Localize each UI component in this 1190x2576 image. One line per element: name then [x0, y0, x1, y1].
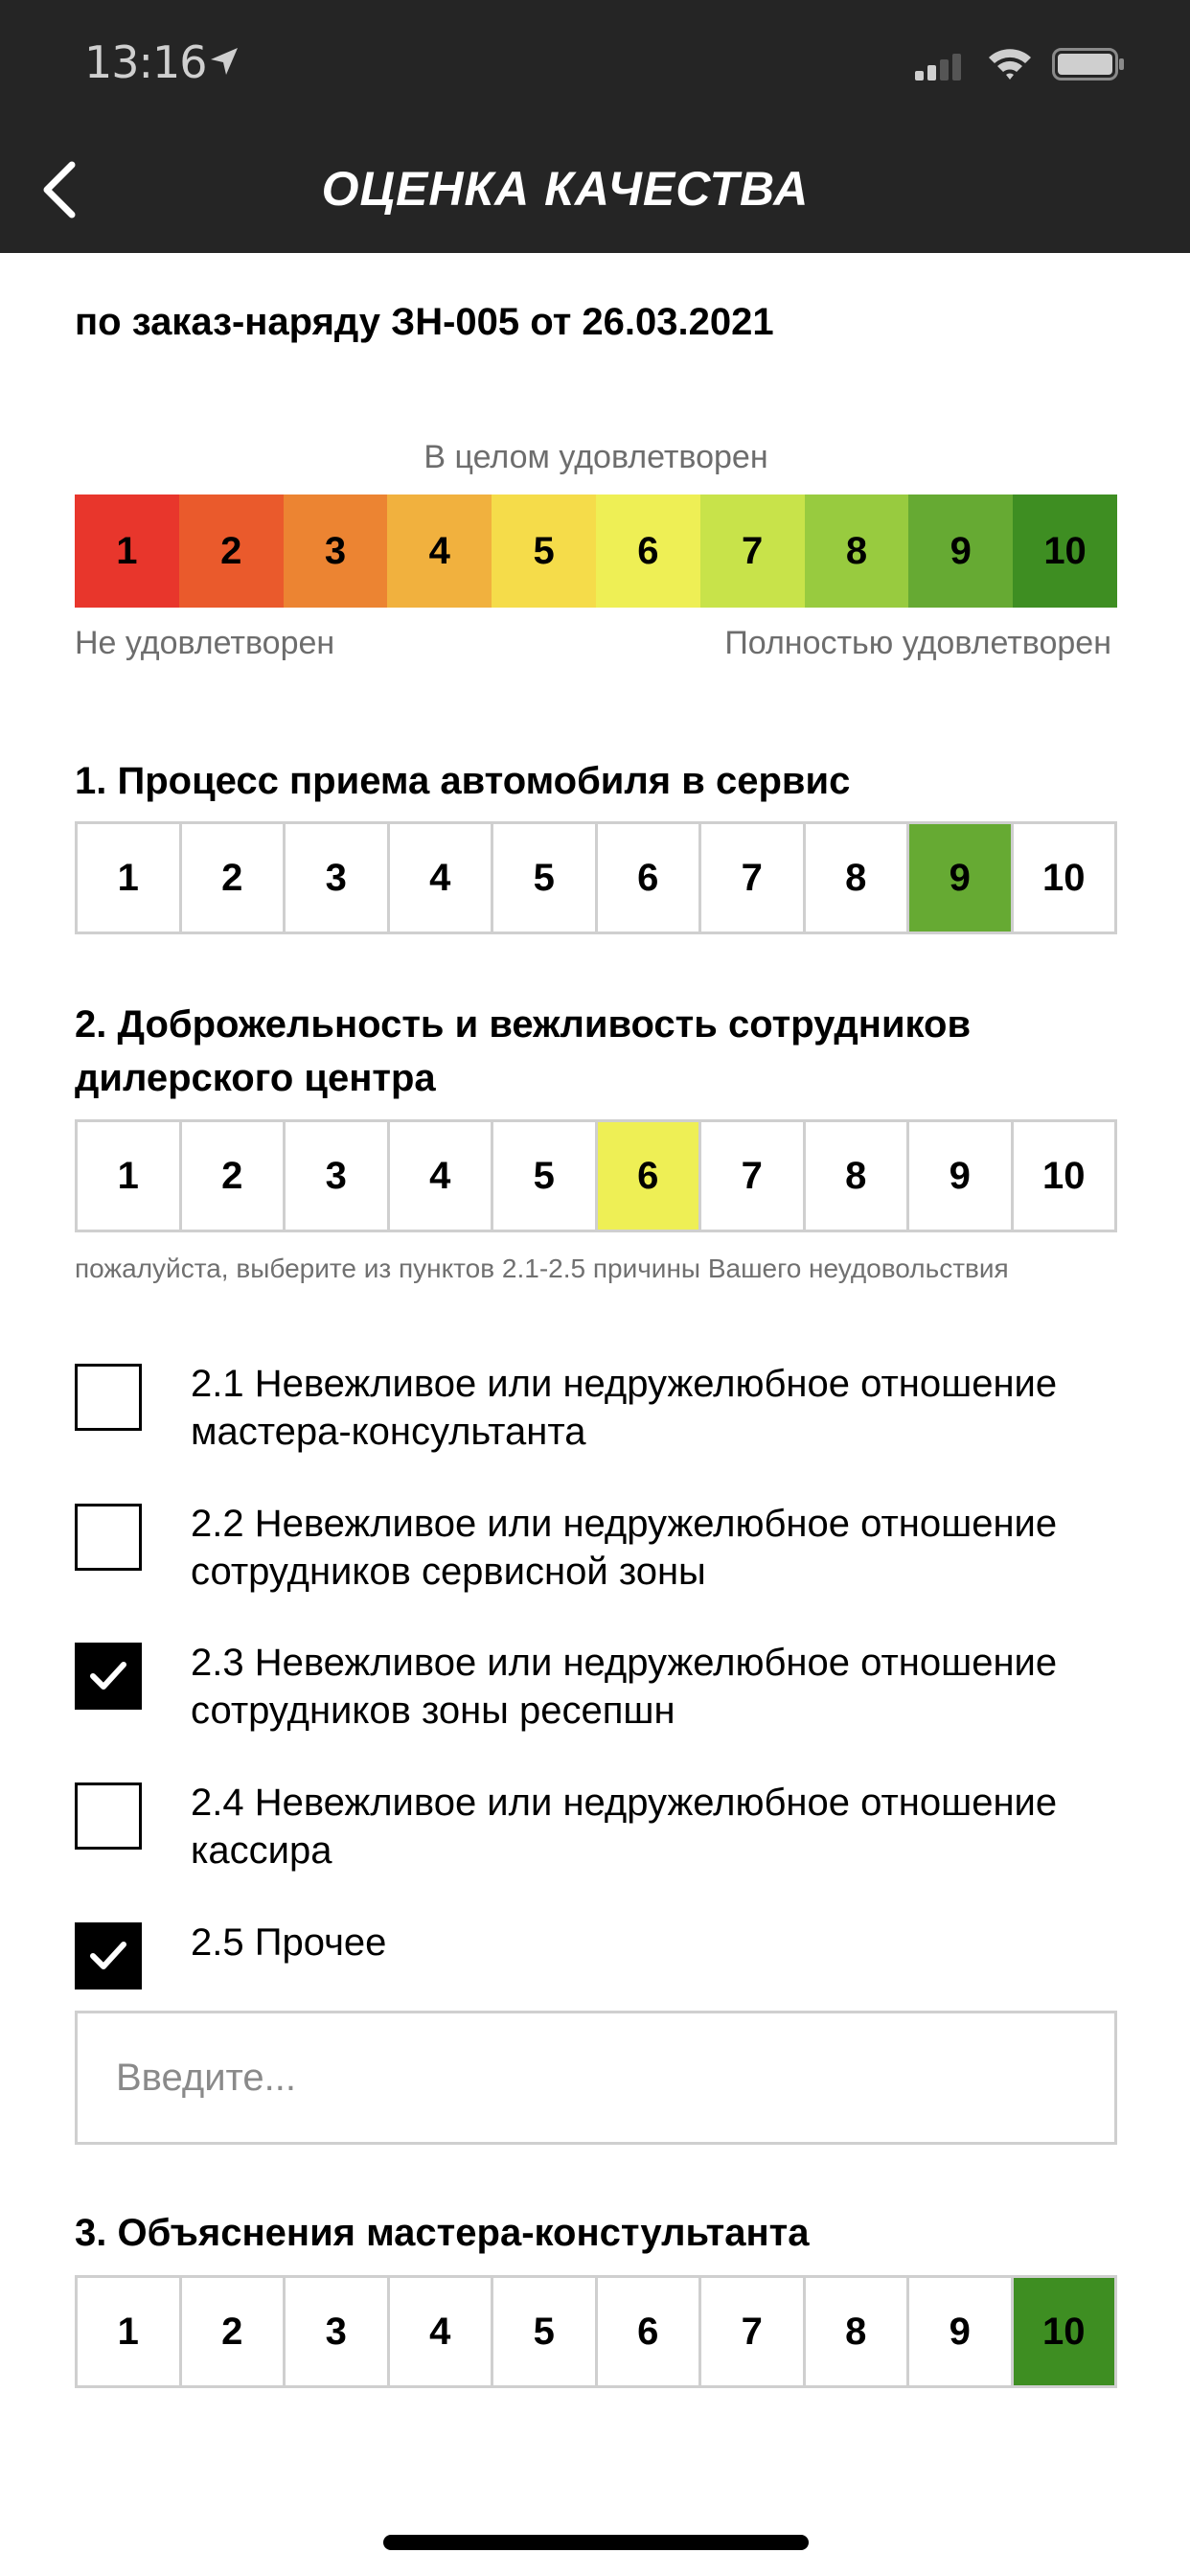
rating-option[interactable]: 2: [179, 2275, 286, 2388]
scale-cell: 8: [805, 494, 909, 608]
rating-option[interactable]: 6: [595, 1119, 702, 1232]
checkmark-icon: [89, 1939, 127, 1973]
checkbox-label: 2.2 Невежливое или недружелюбное отношение сотрудников сервисной зоны: [191, 1503, 1058, 1593]
scale-high-label: Полностью удовлетворен: [724, 625, 1111, 661]
rating-option[interactable]: 4: [387, 821, 494, 934]
rating-option[interactable]: 7: [698, 821, 806, 934]
order-subtitle: по заказ-наряду ЗН-005 от 26.03.2021: [75, 301, 774, 343]
rating-option[interactable]: 8: [803, 821, 910, 934]
scale-cell: 1: [75, 494, 179, 608]
rating-option[interactable]: 8: [803, 1119, 910, 1232]
rating-option[interactable]: 10: [1011, 1119, 1118, 1232]
scale-cell: 10: [1013, 494, 1117, 608]
rating-option[interactable]: 4: [387, 1119, 494, 1232]
satisfaction-scale: [75, 494, 1117, 608]
screen-title: ОЦЕНКА КАЧЕСТВА: [321, 162, 810, 216]
checkbox[interactable]: [75, 1922, 142, 1990]
scale-cell: 7: [700, 494, 805, 608]
home-indicator: [383, 2535, 809, 2550]
reason-checkbox-2-2[interactable]: [75, 1504, 1129, 1619]
rating-option[interactable]: 1: [75, 1119, 182, 1232]
rating-option[interactable]: 8: [803, 2275, 910, 2388]
rating-option[interactable]: 7: [698, 1119, 806, 1232]
rating-option[interactable]: 6: [595, 2275, 702, 2388]
scale-cell: 9: [908, 494, 1013, 608]
scale-cell: 6: [596, 494, 700, 608]
scale-caption: В целом удовлетворен: [423, 439, 768, 475]
rating-option[interactable]: 4: [387, 2275, 494, 2388]
location-arrow-icon: [209, 46, 240, 81]
rating-option[interactable]: 3: [283, 1119, 390, 1232]
rating-option[interactable]: 2: [179, 821, 286, 934]
status-time: 13:16: [84, 36, 207, 88]
rating-option[interactable]: 9: [906, 821, 1014, 934]
scale-cell: 2: [179, 494, 284, 608]
rating-option[interactable]: 5: [491, 821, 598, 934]
question-3-title: 3. Объяснения мастера-констультанта: [75, 2212, 810, 2254]
reasons-hint: пожалуйста, выберите из пунктов 2.1-2.5 причины Вашего неудовольствия: [75, 1254, 1009, 1283]
question-2-title: 2. Доброжельность и вежливость сотрудников дилерского центра: [75, 1003, 972, 1099]
scale-cell: 3: [284, 494, 388, 608]
checkbox-label: 2.5 Прочее: [191, 1921, 387, 1964]
scale-cell: 4: [387, 494, 492, 608]
battery-icon: [1052, 48, 1125, 85]
rating-option[interactable]: 5: [491, 2275, 598, 2388]
reason-checkbox-2-3[interactable]: [75, 1643, 1129, 1758]
checkbox-label: 2.1 Невежливое или недружелюбное отношение мастера-консультанта: [191, 1363, 1058, 1453]
checkbox-label: 2.3 Невежливое или недружелюбное отношение сотрудников зоны ресепшн: [191, 1642, 1058, 1732]
rating-option[interactable]: 7: [698, 2275, 806, 2388]
reason-checkbox-2-4[interactable]: [75, 1782, 1129, 1898]
rating-option[interactable]: 6: [595, 821, 702, 934]
checkmark-icon: [89, 1659, 127, 1693]
rating-option[interactable]: 3: [283, 821, 390, 934]
checkbox[interactable]: [75, 1782, 142, 1850]
checkbox[interactable]: [75, 1643, 142, 1710]
rating-option[interactable]: 5: [491, 1119, 598, 1232]
question-1-rating: [75, 821, 1117, 934]
checkbox[interactable]: [75, 1364, 142, 1431]
rating-option[interactable]: 9: [906, 1119, 1014, 1232]
wifi-icon: [987, 46, 1033, 85]
rating-option[interactable]: 2: [179, 1119, 286, 1232]
other-reason-input[interactable]: [75, 2011, 1117, 2145]
question-1-title: 1. Процесс приема автомобиля в сервис: [75, 760, 851, 802]
checkbox-label: 2.4 Невежливое или недружелюбное отношение кассира: [191, 1782, 1058, 1872]
rating-option[interactable]: 10: [1011, 2275, 1118, 2388]
rating-option[interactable]: 3: [283, 2275, 390, 2388]
reason-checkbox-2-1[interactable]: [75, 1364, 1129, 1479]
question-2-rating: [75, 1119, 1117, 1232]
rating-option[interactable]: 1: [75, 821, 182, 934]
app-header: [0, 0, 1190, 253]
checkbox[interactable]: [75, 1504, 142, 1571]
scale-cell: 5: [492, 494, 596, 608]
rating-option[interactable]: 1: [75, 2275, 182, 2388]
rating-option[interactable]: 10: [1011, 821, 1118, 934]
rating-option[interactable]: 9: [906, 2275, 1014, 2388]
question-3-rating: [75, 2275, 1117, 2388]
cellular-signal-icon: [915, 54, 965, 85]
scale-low-label: Не удовлетворен: [75, 625, 335, 661]
